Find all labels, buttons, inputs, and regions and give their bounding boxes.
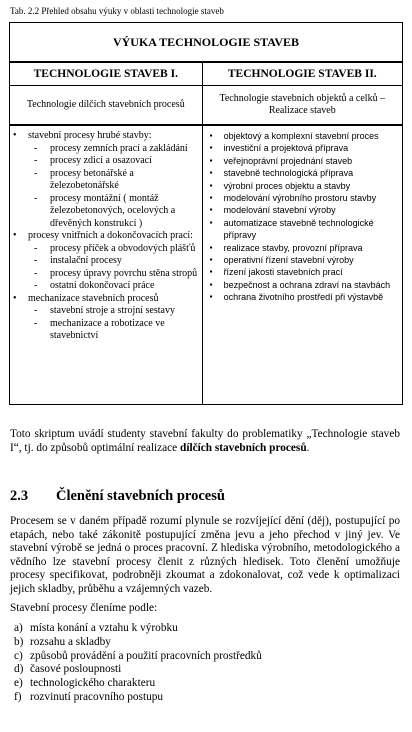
criteria-item — [10, 636, 262, 650]
criteria-list — [10, 622, 262, 705]
col1-subitem: - procesy zemních prací a zakládání — [10, 143, 202, 156]
col1-subtitle: Technologie dílčích stavebních procesů — [10, 86, 203, 126]
intro-bold-text: dílčích stavebních procesů — [180, 441, 307, 454]
col2-item: ▪ realizace stavby, provozní příprava — [203, 242, 402, 254]
criteria-letter: b) — [14, 635, 24, 648]
col2-item: ▪ automatizace stavebně technologické přípravy — [203, 217, 402, 242]
col1-subitem: - procesy úpravy povrchu stěna stropů — [10, 268, 202, 281]
col1-item: • mechanizace stavebních procesů — [10, 293, 202, 306]
col1-header: TECHNOLOGIE STAVEB I. — [10, 62, 203, 86]
criteria-letter: d) — [14, 663, 24, 676]
table-title: VÝUKA TECHNOLOGIE STAVEB — [10, 23, 403, 63]
col2-item: ▪ operativní řízení stavební výroby — [203, 254, 402, 266]
list-intro: Stavební procesy členíme podle: — [10, 602, 158, 614]
intro-paragraph — [10, 428, 400, 455]
col2-item: ▪ výrobní proces objektu a stavby — [203, 180, 402, 192]
col2-subtitle: Technologie stavebních objektů a celků – Realizace staveb — [202, 86, 402, 126]
col2-list-cell — [202, 125, 402, 405]
col1-subitem: - mechanizace a robotizace ve stavebnictví — [10, 318, 202, 343]
criteria-text: místa konání a vztahu k výrobku — [30, 622, 178, 634]
col1-subitem: - stavební stroje a strojní sestavy — [10, 305, 202, 318]
col1-subitem: - procesy příček a obvodových plášťů — [10, 243, 202, 256]
col2-item: ▪ ochrana životního prostředí při výstavbě — [203, 291, 402, 303]
criteria-text: rozvinutí pracovního postupu — [30, 690, 164, 703]
body-paragraph: Procesem se v daném případě rozumí plynule se rozvíjející dění (děj), postupující po etapách, nebo také zákonitě postupující změna jevu a jeho přechod v jiný jev. Ve stavební výrobě se jedná o proces pracovní. Z hlediska výrobního, metodologického a vědního lze stavební procesy členit z různých hledisek. Toto členění umožňuje procesy specifikovat, podrobněji zkoumat a zdokonalovat, což vede k optimalizaci jejich skladby, průběhu a vzájemných vazeb. — [10, 515, 400, 595]
col1-subitem: - procesy betonářské a železobetonářské — [10, 168, 202, 193]
criteria-letter: f) — [14, 690, 22, 703]
col1-list — [10, 130, 202, 343]
col2-item: ▪ řízení jakosti stavebních prací — [203, 266, 402, 278]
intro-text: Toto skriptum uvádí studenty stavební fakulty do problematiky „Technologie staveb I“, tj. do způsobů optimální realizace — [10, 428, 400, 454]
section-number: 2.3 — [10, 488, 29, 504]
criteria-letter: c) — [14, 649, 23, 662]
col1-item: • stavební procesy hrubé stavby: — [10, 130, 202, 143]
col1-subitem: - procesy montážní ( montáž železobetonových, ocelových a dřevěných konstrukcí ) — [10, 193, 202, 231]
col1-item: • procesy vnitřních a dokončovacích prací: — [10, 230, 202, 243]
col1-list-cell — [10, 125, 203, 405]
col2-list — [203, 130, 402, 304]
criteria-item — [10, 650, 262, 664]
criteria-text: rozsahu a skladby — [30, 635, 111, 648]
col2-item: ▪ veřejnoprávní projednání staveb — [203, 155, 402, 167]
course-content-table — [9, 22, 403, 405]
col1-subitem: - procesy zdicí a osazovací — [10, 155, 202, 168]
col2-item: ▪ modelování výrobního prostoru stavby — [203, 192, 402, 204]
col2-item: ▪ stavebně technologická příprava — [203, 167, 402, 179]
criteria-text: časové posloupnosti — [30, 663, 122, 676]
col1-subitem: - ostatní dokončovací práce — [10, 280, 202, 293]
criteria-text: způsobů provádění a použití pracovních prostředků — [30, 649, 262, 662]
col2-item: ▪ bezpečnost a ochrana zdraví na stavbách — [203, 279, 402, 291]
intro-end: . — [306, 441, 310, 454]
col2-item: ▪ investiční a projektová příprava — [203, 142, 402, 154]
col1-subitem: - instalační procesy — [10, 255, 202, 268]
section-title: Členění stavebních procesů — [56, 488, 225, 504]
col2-header: TECHNOLOGIE STAVEB II. — [202, 62, 402, 86]
col2-item: ▪ modelování stavební výroby — [203, 204, 402, 216]
criteria-item — [10, 677, 262, 691]
section-heading — [10, 488, 225, 505]
col2-item: ▪ objektový a komplexní stavební proces — [203, 130, 402, 142]
criteria-letter: a) — [14, 622, 23, 634]
criteria-text: technologického charakteru — [30, 677, 156, 690]
criteria-item — [10, 663, 262, 677]
criteria-item — [10, 622, 262, 636]
criteria-item — [10, 691, 262, 705]
criteria-letter: e) — [14, 677, 23, 690]
table-caption: Tab. 2.2 Přehled obsahu výuky v oblasti technologie staveb — [10, 6, 224, 16]
